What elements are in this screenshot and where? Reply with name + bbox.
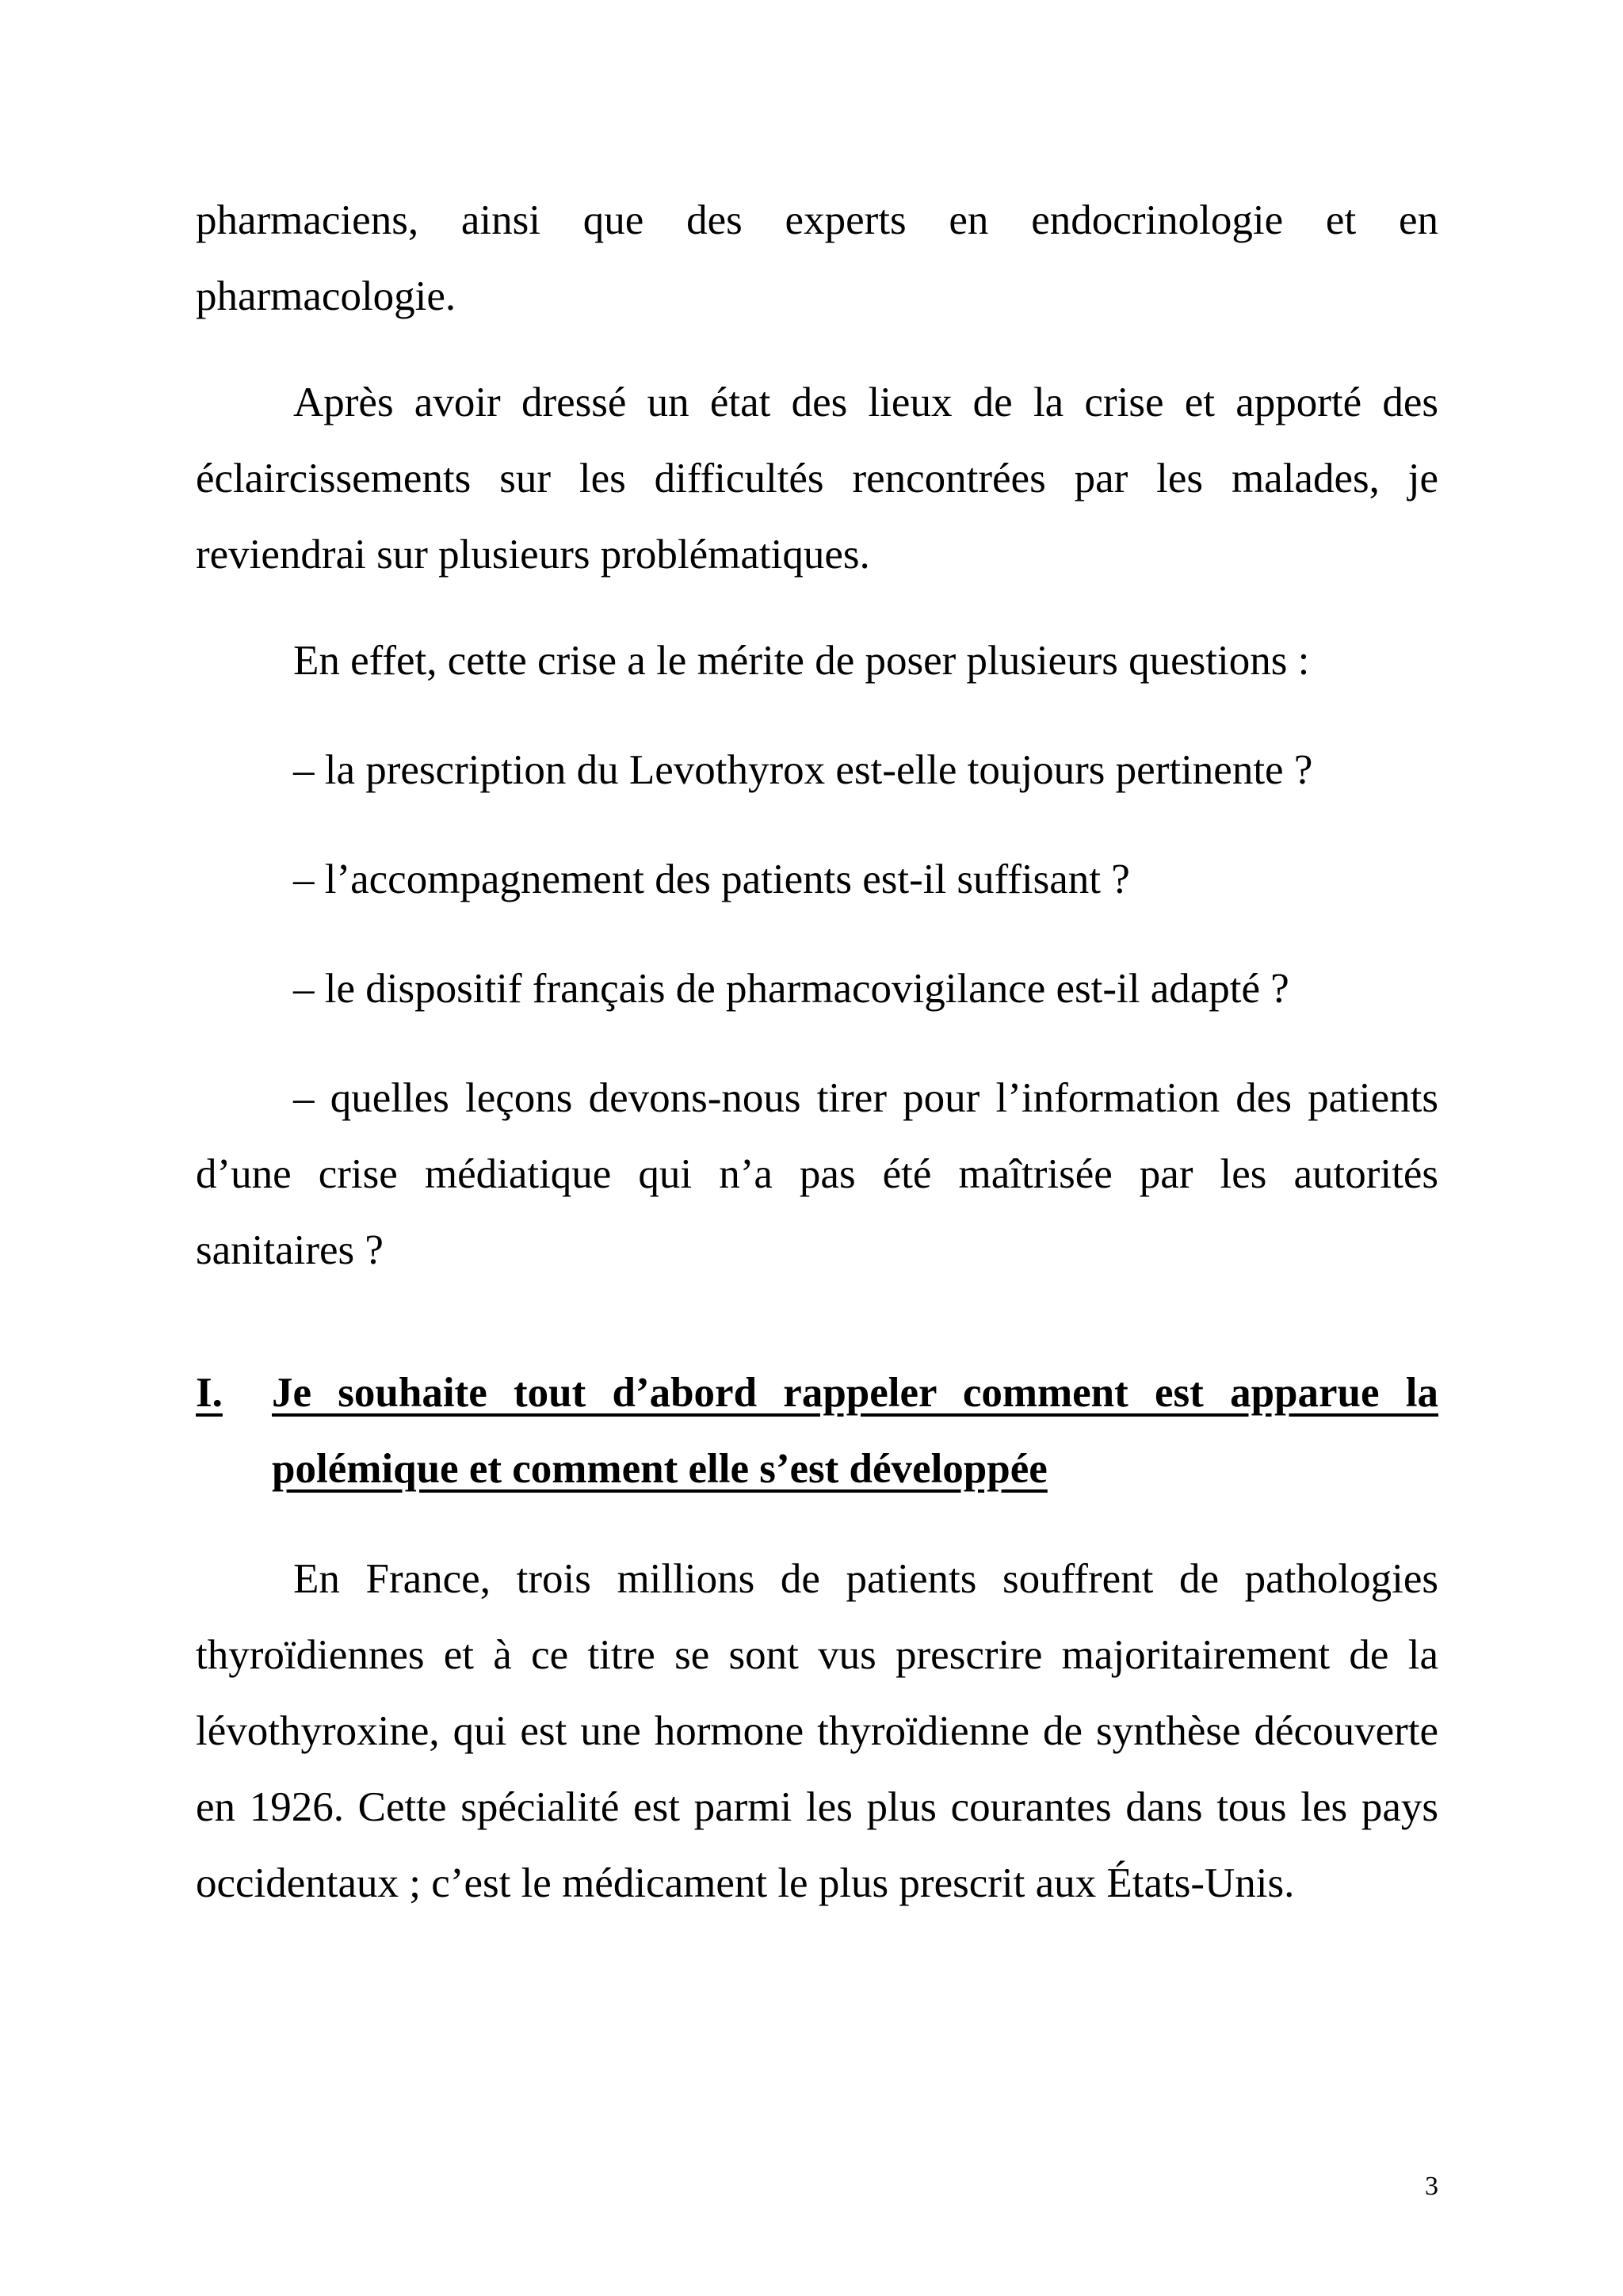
question-item-accompagnement: – l’accompagnement des patients est-il suffisant ? xyxy=(293,856,1130,902)
question-item-lecons: – quelles leçons devons-nous tirer pour l’information des patients d’une crise médiatique qui n’a pas été maîtrisée par les autorités sanitaires ? xyxy=(196,1075,1438,1273)
section-title: Je souhaite tout d’abord rappeler comment est apparue la polémique et comment elle s’est développée xyxy=(272,1370,1438,1492)
question-item-prescription: – la prescription du Levothyrox est-elle toujours pertinente ? xyxy=(293,747,1313,793)
section-number: I. xyxy=(196,1370,223,1416)
intro-continuation-paragraph: pharmaciens, ainsi que des experts en endocrinologie et en pharmacologie. xyxy=(196,197,1438,319)
section-heading xyxy=(196,1355,1438,1507)
overview-paragraph: Après avoir dressé un état des lieux de la crise et apporté des éclaircissements sur les difficultés rencontrées par les malades, je reviendrai sur plusieurs problématiques. xyxy=(196,379,1438,578)
questions-intro-paragraph: En effet, cette crise a le mérite de poser plusieurs questions : xyxy=(293,638,1310,684)
question-item-pharmacovigilance: – le dispositif français de pharmacovigilance est-il adapté ? xyxy=(293,966,1289,1012)
body-paragraph: En France, trois millions de patients souffrent de pathologies thyroïdiennes et à ce titre se sont vus prescrire majoritairement de la lévothyroxine, qui est une hormone thyroïdienne de synthèse découverte en 1926. Cette spécialité est parmi les plus courantes dans tous les pays occidentaux ; c’est le médicament le plus prescrit aux États-Unis. xyxy=(196,1556,1438,1906)
page-number: 3 xyxy=(1425,2172,1438,2201)
